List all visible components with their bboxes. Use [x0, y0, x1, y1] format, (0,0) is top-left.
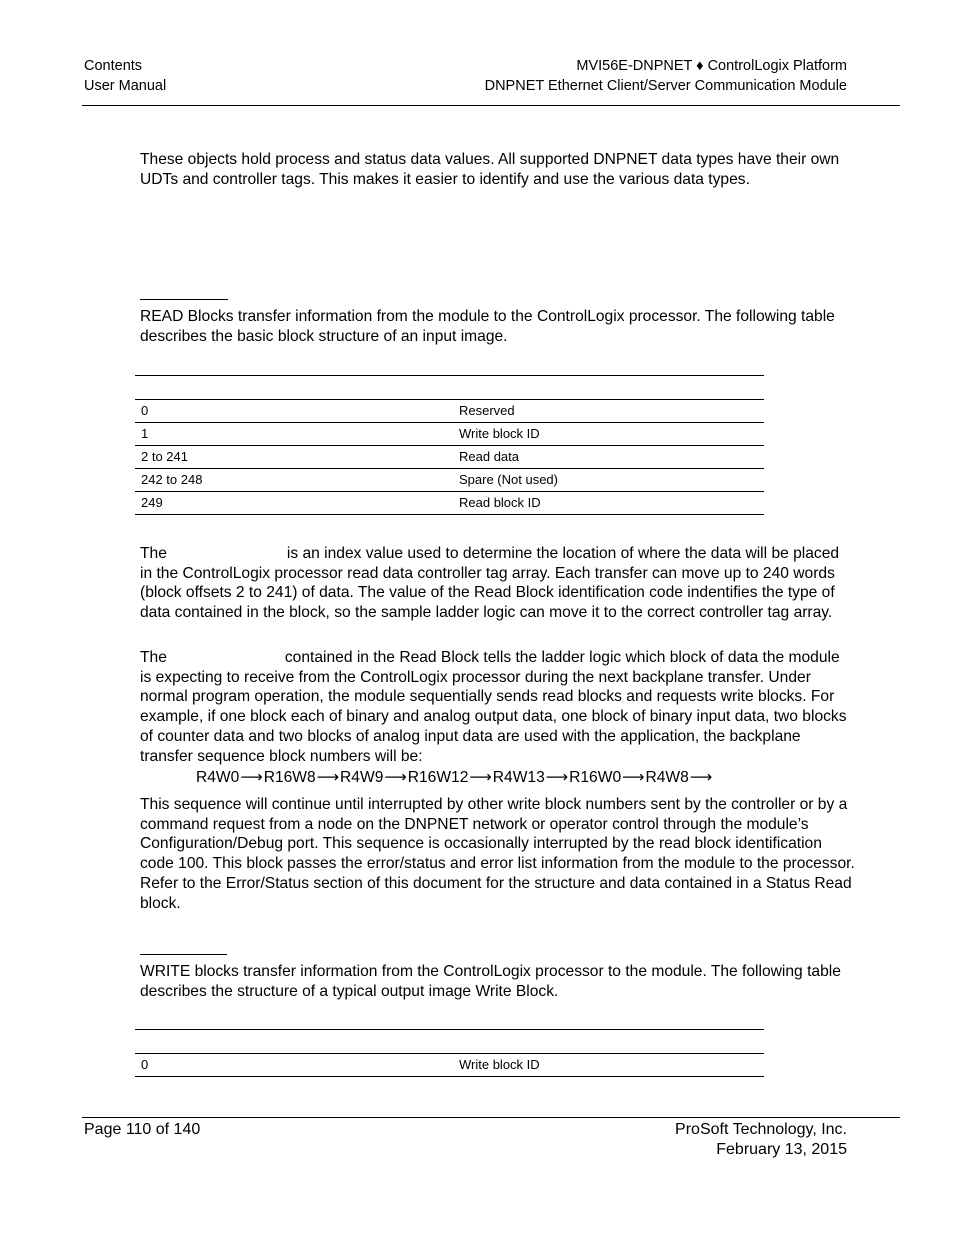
description-cell: Write block ID	[453, 423, 764, 446]
arrow-right-icon: ⟶	[545, 769, 569, 786]
footer-rule	[82, 1117, 900, 1118]
arrow-right-icon: ⟶	[689, 769, 713, 786]
block-sequence	[196, 768, 713, 788]
arrow-right-icon: ⟶	[622, 769, 645, 786]
write-block-id-text: The contained in the Read Block tells the ladder logic which block of data the module is expecting to receive from the ControlLogix processor during the next backplane transfer. Under normal program operation, the module sequentially sends read blocks and requests write blocks. For example, if one block each of binary and analog output data, one block of binary input data, two blocks of counter data and two blocks of analog input data are used with the application, the backplane transfer sequence block numbers will be:	[140, 649, 847, 765]
table-row	[135, 469, 764, 492]
sequence-item: R16W8	[263, 769, 316, 786]
write-table-top-rule	[135, 1029, 764, 1030]
sequence-item: R4W0	[196, 769, 240, 786]
offset-cell: 242 to 248	[135, 469, 453, 492]
company-name: ProSoft Technology, Inc.	[675, 1121, 847, 1138]
write-heading-rule	[140, 954, 227, 955]
description-cell: Write block ID	[453, 1054, 764, 1077]
read-blocks-paragraph: READ Blocks transfer information from the module to the ControlLogix processor. The following table describes the basic block structure of an input image.	[140, 308, 835, 345]
offset-cell: 249	[135, 492, 453, 515]
arrow-right-icon: ⟶	[469, 769, 492, 786]
description-cell: Read block ID	[453, 492, 764, 515]
sequence-item: R16W12	[407, 769, 469, 786]
header-section-label: Contents	[84, 58, 143, 74]
sequence-item: R4W9	[340, 769, 384, 786]
offset-cell: 0	[135, 400, 453, 423]
write-block-id-paragraph	[140, 648, 855, 766]
description-cell: Spare (Not used)	[453, 469, 764, 492]
intro-paragraph: These objects hold process and status data values. All supported DNPNET data types have their own UDTs and controller tags. This makes it easier to identify and use the various data types.	[140, 151, 840, 188]
table-row	[135, 400, 764, 423]
table-row	[135, 446, 764, 469]
table-row	[135, 423, 764, 446]
sequence-item: R4W8	[645, 769, 689, 786]
write-blocks-paragraph: WRITE blocks transfer information from the ControlLogix processor to the module. The following table describes the structure of a typical output image Write Block.	[140, 963, 841, 1000]
sequence-paragraph: This sequence will continue until interrupted by other write block numbers sent by the controller or by a command request from a node on the DNPNET network or operator control through the module’s Configuration/Debug port. This sequence is occasionally interrupted by the read block identification code 100. This block passes the error/status and error list information from the module to the processor. Refer to the Error/Status section of this document for the structure and data contained in a Status Read block.	[140, 796, 855, 912]
write-block-table	[135, 1053, 764, 1077]
sequence-item: R4W13	[492, 769, 545, 786]
read-block-id-text: The is an index value used to determine the location of where the data will be placed in the ControlLogix processor read data controller tag array. Each transfer can move up to 240 words (block offsets 2 to 241) of data. The value of the Read Block identification code indentifies the type of data contained in the block, so the sample ladder logic can move it to the correct controller tag array.	[140, 545, 840, 622]
table-row	[135, 1054, 764, 1077]
arrow-right-icon: ⟶	[384, 769, 407, 786]
header-rule	[82, 105, 900, 106]
header-module: DNPNET Ethernet Client/Server Communication Module	[484, 77, 847, 94]
description-cell: Reserved	[453, 400, 764, 423]
header-right	[347, 57, 847, 96]
read-heading-rule	[140, 299, 228, 300]
description-cell: Read data	[453, 446, 764, 469]
sequence-item: R16W0	[569, 769, 622, 786]
offset-cell: 2 to 241	[135, 446, 453, 469]
offset-cell: 1	[135, 423, 453, 446]
header-doc-type: User Manual	[84, 77, 167, 94]
page-number: Page 110 of 140	[84, 1121, 201, 1138]
arrow-right-icon: ⟶	[240, 769, 263, 786]
header-product: MVI56E-DNPNET ♦ ControlLogix Platform	[576, 58, 847, 74]
footer-right	[447, 1120, 847, 1160]
read-block-id-paragraph	[140, 544, 855, 623]
arrow-right-icon: ⟶	[316, 769, 340, 786]
offset-cell: 0	[135, 1054, 453, 1077]
read-block-table	[135, 399, 764, 515]
header-left	[84, 57, 166, 96]
publish-date: February 13, 2015	[716, 1141, 847, 1158]
read-table-top-rule	[135, 375, 764, 376]
table-row	[135, 492, 764, 515]
